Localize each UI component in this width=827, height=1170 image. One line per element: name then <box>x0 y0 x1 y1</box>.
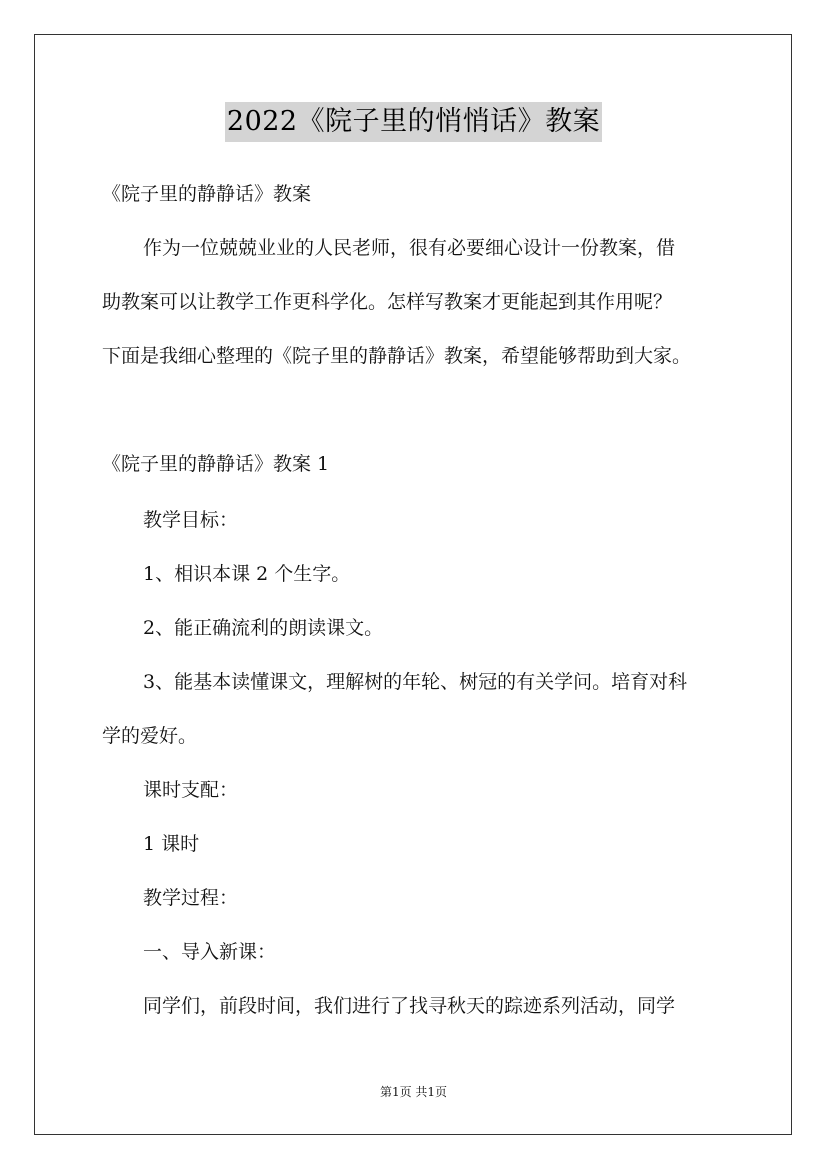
body-line-6: 课时支配： <box>143 779 239 801</box>
document-title: 2022《院子里的悄悄话》教案 <box>225 102 602 142</box>
document-subtitle: 《院子里的静静话》教案 <box>102 183 312 205</box>
section-heading: 《院子里的静静话》教案 1 <box>102 453 330 475</box>
body-line-7: 1 课时 <box>143 833 200 855</box>
body-line-5: 学的爱好。 <box>102 725 198 747</box>
body-line-1: 教学目标： <box>143 509 239 531</box>
intro-line-1: 作为一位兢兢业业的人民老师，很有必要细心设计一份教案，借 <box>143 237 676 259</box>
body-line-2: 1、相识本课 2 个生字。 <box>143 563 351 585</box>
intro-line-2: 助教案可以让教学工作更科学化。怎样写教案才更能起到其作用呢？ <box>102 291 673 313</box>
intro-line-3: 下面是我细心整理的《院子里的静静话》教案，希望能够帮助到大家。 <box>102 345 692 367</box>
page-footer: 第1页 共1页 <box>379 1085 448 1099</box>
body-line-9: 一、导入新课： <box>143 941 277 963</box>
body-line-4: 3、能基本读懂课文，理解树的年轮、树冠的有关学问。培育对科 <box>143 671 688 693</box>
body-line-3: 2、能正确流利的朗读课文。 <box>143 617 384 639</box>
title-wrap <box>0 102 827 142</box>
body-line-8: 教学过程： <box>143 887 239 909</box>
body-line-10: 同学们，前段时间，我们进行了找寻秋天的踪迹系列活动，同学 <box>143 995 676 1017</box>
